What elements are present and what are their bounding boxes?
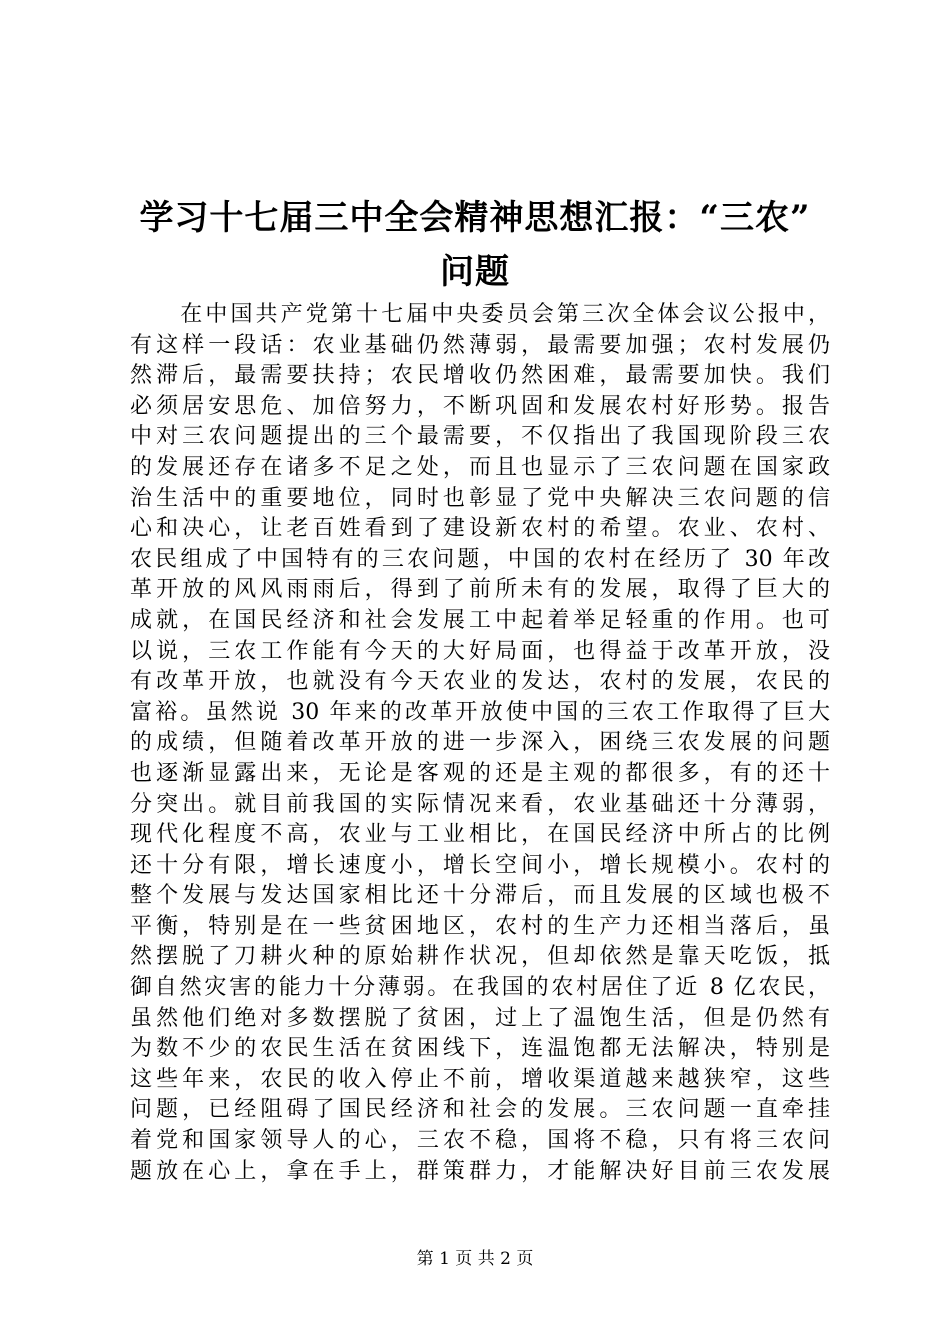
paragraph-line: 农民组成了中国特有的三农问题，中国的农村在经历了 30 年改 xyxy=(130,546,830,572)
paragraph-line: 平衡，特别是在一些贫困地区，农村的生产力还相当落后，虽 xyxy=(130,913,830,939)
paragraph-line: 分突出。就目前我国的实际情况来看，农业基础还十分薄弱， xyxy=(130,791,830,817)
paragraph-line: 的成绩，但随着改革开放的进一步深入，困绕三农发展的问题 xyxy=(130,730,830,756)
document-title-line-2: 问题 xyxy=(440,252,510,292)
paragraph-line: 然摆脱了刀耕火种的原始耕作状况，但却依然是靠天吃饭，抵 xyxy=(130,944,830,970)
paragraph-line: 必须居安思危、加倍努力，不断巩固和发展农村好形势。报告 xyxy=(130,393,830,419)
document-title-line-1: 学习十七届三中全会精神思想汇报：“三农” xyxy=(139,198,811,238)
paragraph-line: 有改革开放，也就没有今天农业的发达，农村的发展，农民的 xyxy=(130,669,830,695)
document-body xyxy=(130,300,830,1187)
paragraph-line: 以说，三农工作能有今天的大好局面，也得益于改革开放，没 xyxy=(130,638,830,664)
paragraph-line: 治生活中的重要地位，同时也彰显了党中央解决三农问题的信 xyxy=(130,485,830,511)
paragraph-line: 有这样一段话：农业基础仍然薄弱，最需要加强；农村发展仍 xyxy=(130,332,830,358)
paragraph-line: 然滞后，最需要扶持；农民增收仍然困难，最需要加快。我们 xyxy=(130,363,830,389)
paragraph-line: 虽然他们绝对多数摆脱了贫困，过上了温饱生活，但是仍然有 xyxy=(130,1005,830,1031)
paragraph-line: 为数不少的农民生活在贫困线下，连温饱都无法解决，特别是 xyxy=(130,1036,830,1062)
paragraph-line: 题放在心上，拿在手上，群策群力，才能解决好目前三农发展 xyxy=(130,1158,830,1184)
page-footer: 第 1 页 共 2 页 xyxy=(416,1249,534,1269)
paragraph-line: 心和决心，让老百姓看到了建设新农村的希望。农业、农村、 xyxy=(130,516,830,542)
paragraph-line: 在中国共产党第十七届中央委员会第三次全体会议公报中， xyxy=(130,302,830,327)
paragraph-line: 御自然灾害的能力十分薄弱。在我国的农村居住了近 8 亿农民， xyxy=(130,975,830,1001)
paragraph-line: 问题，已经阻碍了国民经济和社会的发展。三农问题一直牵挂 xyxy=(130,1097,830,1123)
paragraph-line: 富裕。虽然说 30 年来的改革开放使中国的三农工作取得了巨大 xyxy=(130,699,830,725)
paragraph-line: 中对三农问题提出的三个最需要，不仅指出了我国现阶段三农 xyxy=(130,424,830,450)
paragraph-line: 的发展还存在诸多不足之处，而且也显示了三农问题在国家政 xyxy=(130,454,830,480)
paragraph-line: 革开放的风风雨雨后，得到了前所未有的发展，取得了巨大的 xyxy=(130,577,830,603)
paragraph-line: 还十分有限，增长速度小，增长空间小，增长规模小。农村的 xyxy=(130,852,830,878)
paragraph-line: 这些年来，农民的收入停止不前，增收渠道越来越狭窄，这些 xyxy=(130,1066,830,1092)
paragraph-line: 整个发展与发达国家相比还十分滞后，而且发展的区域也极不 xyxy=(130,883,830,909)
paragraph-line: 成就，在国民经济和社会发展工中起着举足轻重的作用。也可 xyxy=(130,607,830,633)
paragraph-line: 也逐渐显露出来，无论是客观的还是主观的都很多，有的还十 xyxy=(130,760,830,786)
paragraph-line: 现代化程度不高，农业与工业相比，在国民经济中所占的比例 xyxy=(130,822,830,848)
paragraph-line: 着党和国家领导人的心，三农不稳，国将不稳，只有将三农问 xyxy=(130,1128,830,1154)
